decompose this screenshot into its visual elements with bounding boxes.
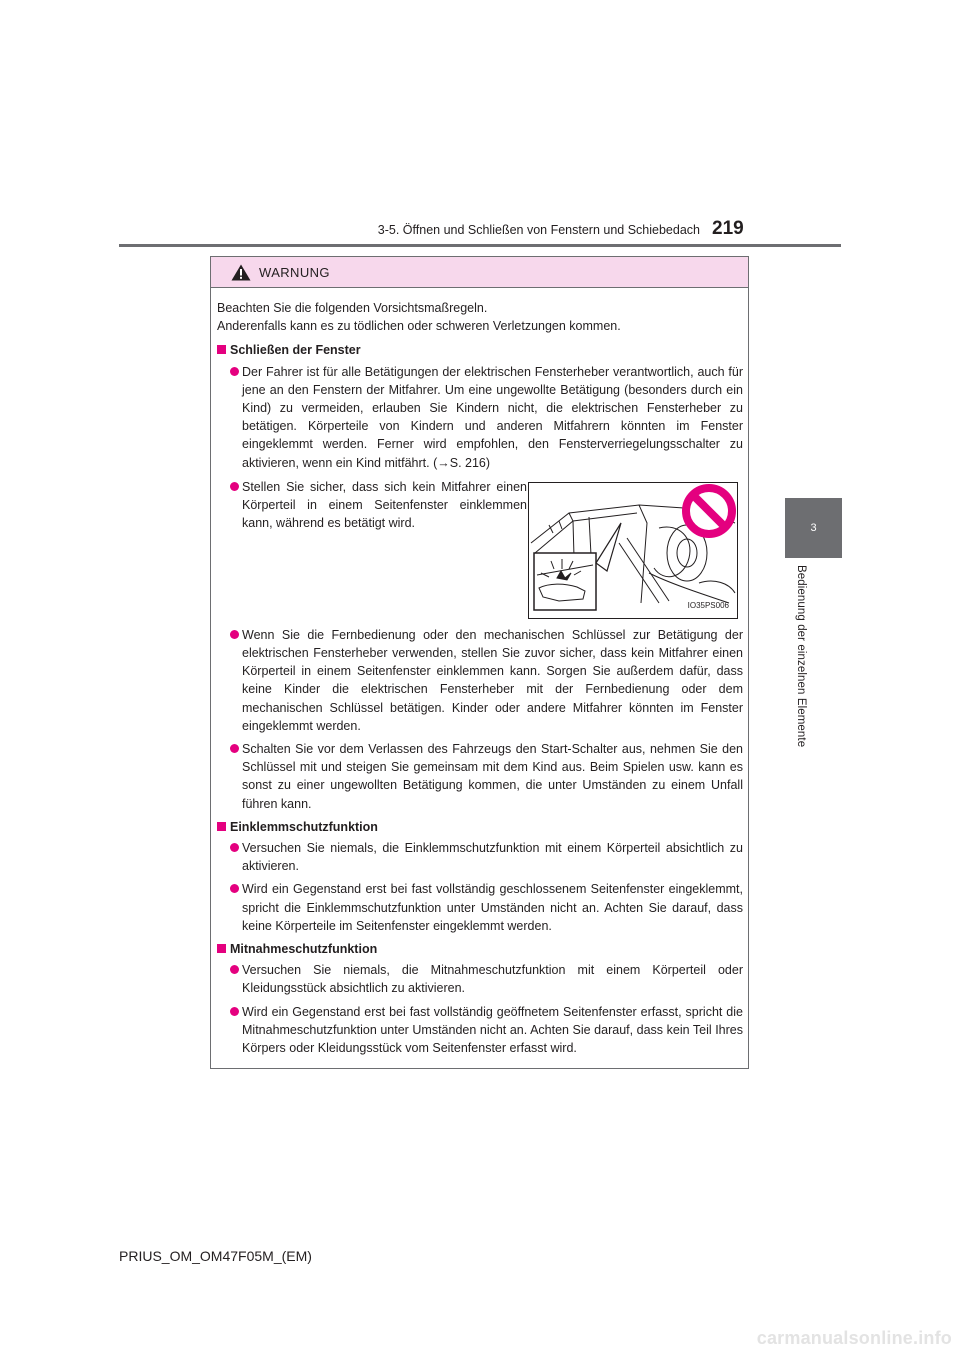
round-bullet-icon [230,1007,239,1016]
list-item [217,1003,743,1058]
square-bullet-icon [217,944,226,953]
list-item-text: Der Fahrer ist für alle Betätigungen der elektrischen Fensterheber verantwortlich, auch für jene an den Fenstern der Mitfahrer. Um eine ungewollte Betätigung (besonders durch ein Kind) zu vermeiden, erlauben Sie Kindern nicht, die elektrischen Fensterheber zu betätigen. Körperteile von Kindern und anderen Mitfahrern könnten im Fenster eingeklemmt werden. Ferner wird empfohlen, den Fensterverriegelungsschalter zu aktivieren, wenn ein Kind mitfährt. (→S. 216) [242,364,743,470]
section-heading [217,341,743,359]
list-item [217,839,743,875]
warning-header [211,257,748,288]
section-heading [217,818,743,836]
section-heading-text: Mitnahmeschutzfunktion [230,942,378,957]
square-bullet-icon [217,822,226,831]
section-heading-text: Schließen der Fenster [230,343,361,358]
square-bullet-icon [217,345,226,354]
chapter-tab [785,498,842,558]
list-item [217,363,743,472]
list-item-text: Stellen Sie sicher, dass sich kein Mitfahrer einen Körperteil in einem Seitenfenster einklemmen kann, während es betätigt wird. [242,479,527,531]
list-item-text: Schalten Sie vor dem Verlassen des Fahrzeugs den Start-Schalter aus, nehmen Sie den Schlüssel mit und steigen Sie gemeinsam mit dem Kind aus. Beim Spielen usw. kann es sonst zu einer ungewollten Betätigung kommen, die unter Umständen zu einem Unfall führen kann. [242,742,743,811]
section-heading-text: Einklemmschutzfunktion [230,819,378,834]
list-item [217,740,743,813]
header-section-title: 3-5. Öffnen und Schließen von Fenstern und Schiebedach [377,223,700,237]
warning-triangle-icon [231,264,251,281]
footer-doc-code: PRIUS_OM_OM47F05M_(EM) [119,1248,312,1264]
round-bullet-icon [230,482,239,491]
round-bullet-icon [230,744,239,753]
list-item-text: Versuchen Sie niemals, die Einklemmschutzfunktion mit einem Körperteil absichtlich zu aktivieren. [242,841,743,874]
warning-intro-line2: Anderenfalls kann es zu tödlichen oder schweren Verletzungen kommen. [217,319,621,334]
warning-intro-line1: Beachten Sie die folgenden Vorsichtsmaßregeln. [217,301,488,315]
list-item [217,626,743,735]
warning-title: WARNUNG [259,265,330,280]
list-item [217,880,743,935]
round-bullet-icon [230,630,239,639]
list-item-text: Wird ein Gegenstand erst bei fast vollständig geschlossenem Seitenfenster eingeklemmt, spricht die Einklemmschutzfunktion unter Umständen nicht an. Achten Sie darauf, dass keine Körperteile im Seitenfenster eingeklemmt werden. [242,882,743,933]
list-item-text: Versuchen Sie niemals, die Mitnahmeschutzfunktion mit einem Körperteil oder Kleidungsstück absichtlich zu aktivieren. [242,963,743,996]
list-item-text: Wenn Sie die Fernbedienung oder den mechanischen Schlüssel zur Betätigung der elektrischen Fensterheber verwenden, stellen Sie zuvor sicher, dass kein Mitfahrer einen Körperteil in einem Seitenfenster einklemmen kann. Sorgen Sie außerdem dafür, dass keine Kinder die elektrischen Fensterheber mit der Fernbedienung oder dem mechanischen Schlüssel betätigen. Kinder oder andere Mitfahrer könnten im Fenster eingeklemmt werden. [242,627,743,733]
chapter-label: Bedienung der einzelnen Elemente [795,565,807,748]
warning-body [217,299,743,1062]
round-bullet-icon [230,843,239,852]
warning-box [210,256,749,1069]
list-item [217,961,743,997]
list-item [217,478,527,533]
round-bullet-icon [230,965,239,974]
chapter-number: 3 [810,522,817,534]
round-bullet-icon [230,884,239,893]
header-rule [119,244,841,247]
page-number: 219 [712,218,744,239]
section-heading [217,940,743,958]
figure-code: IO35PS006 [687,600,729,610]
list-item-text: Wird ein Gegenstand erst bei fast vollständig geöffnetem Seitenfenster erfasst, spricht die Mitnahmeschutzfunktion unter Umständen nicht an. Achten Sie darauf, dass kein Teil Ihres Körpers oder Kleidungsstück vom Seitenfenster erfasst wird. [242,1004,743,1056]
bullet-with-figure [217,478,743,620]
round-bullet-icon [230,367,239,376]
prohibition-icon [686,488,732,534]
watermark: carmanualsonline.info [756,1328,952,1348]
illustration-window-pinch [528,482,738,619]
